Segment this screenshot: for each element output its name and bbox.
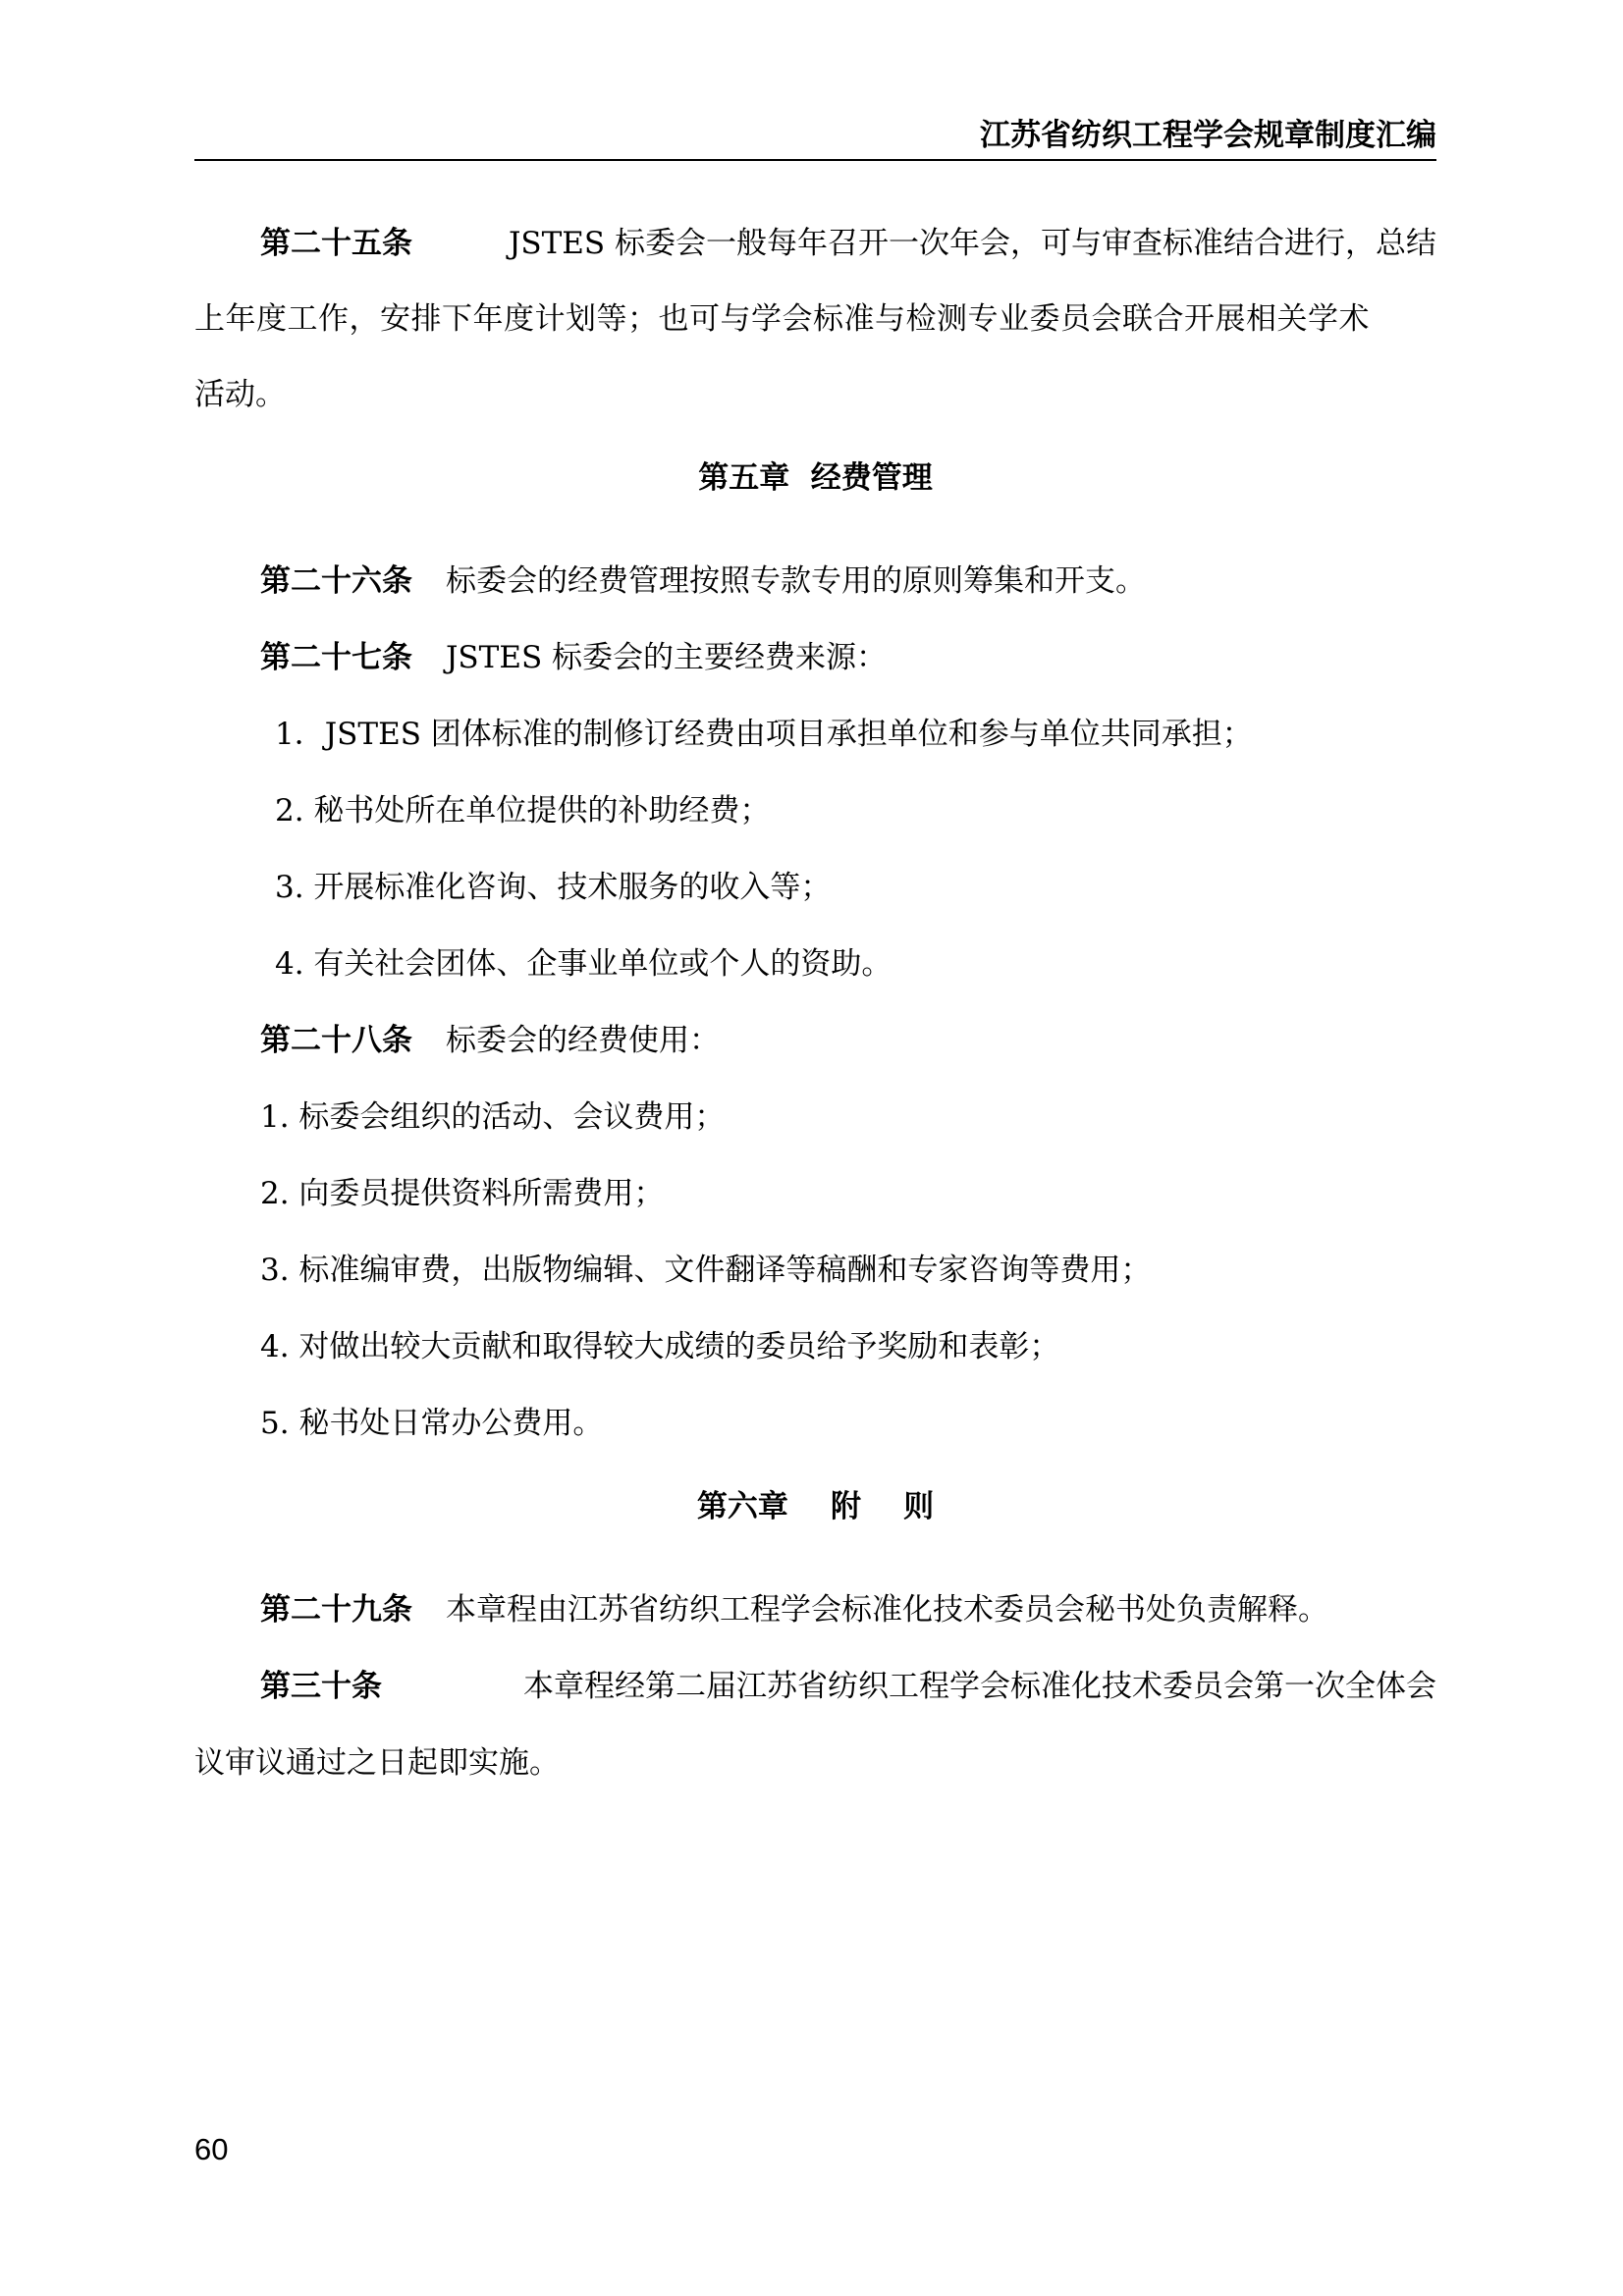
article-25-text-1: JSTES 标委会一般每年召开一次年会，可与审查标准结合进行，总结 xyxy=(508,226,1436,261)
article-27-head: 第二十七条 xyxy=(260,640,412,675)
article-25-line-2: 上年度工作，安排下年度计划等；也可与学会标准与检测专业委员会联合开展相关学术 xyxy=(194,301,1370,337)
article-28-item-4: 4. 对做出较大贡献和取得较大成绩的委员给予奖励和表彰； xyxy=(260,1329,1060,1364)
article-29-line xyxy=(260,1590,1328,1629)
article-28-line xyxy=(260,1021,720,1060)
article-26-text: 标委会的经费管理按照专款专用的原则筹集和开支。 xyxy=(446,563,1146,599)
article-26-line xyxy=(260,561,1146,601)
article-25-line-3: 活动。 xyxy=(194,377,286,412)
article-27-text: JSTES 标委会的主要经费来源： xyxy=(446,640,888,675)
chapter-5-heading: 第五章 经费管理 xyxy=(698,460,933,496)
article-25-head: 第二十五条 xyxy=(260,226,412,261)
article-27-item-3: 3. 开展标准化咨询、技术服务的收入等； xyxy=(275,870,832,905)
article-30-text-1: 本章程经第二届江苏省纺织工程学会标准化技术委员会第一次全体会 xyxy=(523,1669,1436,1704)
article-30-head: 第三十条 xyxy=(260,1669,382,1704)
article-27-item-4: 4. 有关社会团体、企事业单位或个人的资助。 xyxy=(275,946,893,982)
article-30-line-1 xyxy=(260,1667,1436,1706)
chapter-6-heading: 第六章 附 则 xyxy=(696,1489,935,1524)
article-28-head: 第二十八条 xyxy=(260,1023,412,1058)
article-27-line xyxy=(260,638,887,677)
article-28-item-5: 5. 秘书处日常办公费用。 xyxy=(260,1406,604,1441)
article-25-line-1 xyxy=(260,224,1436,263)
article-28-text: 标委会的经费使用： xyxy=(446,1023,720,1058)
article-26-head: 第二十六条 xyxy=(260,563,412,599)
article-29-head: 第二十九条 xyxy=(260,1592,412,1628)
header-title: 江苏省纺织工程学会规章制度汇编 xyxy=(980,118,1436,153)
article-27-item-2: 2. 秘书处所在单位提供的补助经费； xyxy=(275,793,771,828)
article-29-text: 本章程由江苏省纺织工程学会标准化技术委员会秘书处负责解释。 xyxy=(446,1592,1328,1628)
article-28-item-1: 1. 标委会组织的活动、会议费用； xyxy=(260,1099,726,1135)
article-27-item-1: 1．JSTES 团体标准的制修订经费由项目承担单位和参与单位共同承担； xyxy=(275,717,1253,752)
article-30-line-2: 议审议通过之日起即实施。 xyxy=(194,1745,560,1781)
article-28-item-2: 2. 向委员提供资料所需费用； xyxy=(260,1176,665,1211)
article-28-item-3: 3. 标准编审费，出版物编辑、文件翻译等稿酬和专家咨询等费用； xyxy=(260,1253,1152,1288)
header-rule xyxy=(194,159,1436,161)
page-number: 60 xyxy=(194,2132,229,2166)
